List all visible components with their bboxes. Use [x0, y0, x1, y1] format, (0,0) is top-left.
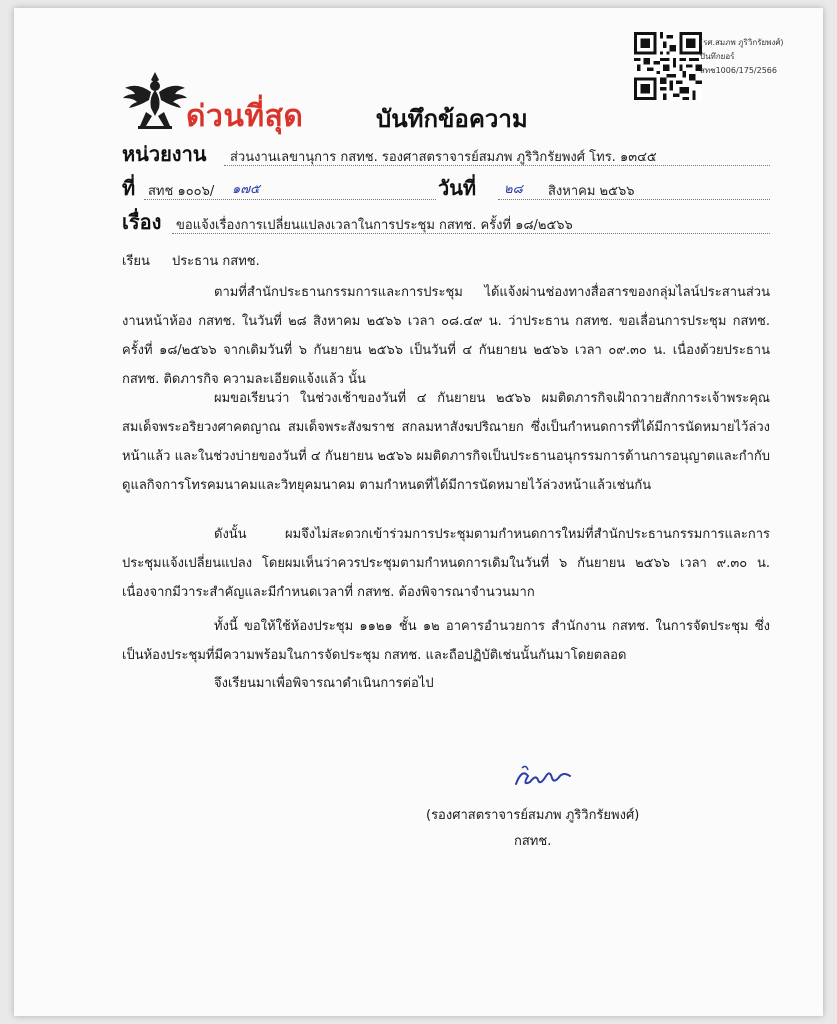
qr-code-icon[interactable]	[634, 32, 702, 100]
signer-name: (รองศาสตราจารย์สมภพ ภูริวิกรัยพงศ์)	[426, 808, 640, 823]
number-value: สทช ๑๐๐๖/	[148, 184, 215, 199]
department-row	[122, 138, 206, 170]
number-row	[122, 172, 135, 204]
number-dotline	[144, 199, 436, 200]
date-label: วันที่	[438, 176, 477, 200]
body-paragraph-1: ตามที่สำนักประธานกรรมการและการประชุม ได้แจ้งผ่านช่องทางสื่อสารของกลุ่มไลน์ประสานส่วนงานหน้าห้อง กสทช. ในวันที่ ๒๘ สิงหาคม ๒๕๖๖ เวลา ๐๘.๔๙ น. ว่าประธาน กสทช. ขอเลื่อนการประชุม กสทช. ครั้งที่ ๑๘/๒๕๖๖ จากเดิมวันที่ ๖ กันยายน ๒๕๖๖ เป็นวันที่ ๔ กันยายน ๒๕๖๖ เวลา ๐๙.๓๐ น. เนื่องด้วยประธาน กสทช. ติดภารกิจ ความละเอียดแจ้งแล้ว นั้น	[122, 285, 770, 387]
stamp-line-1: (รศ.สมภพ ภูริวิกรัยพงศ์)	[700, 38, 784, 47]
date-month-year: สิงหาคม ๒๕๖๖	[548, 184, 635, 199]
date-day: ๒๘	[504, 182, 523, 197]
number-handwritten: ๑๗๕	[232, 182, 260, 197]
department-value: ส่วนงานเลขานุการ กสทช. รองศาสตราจารย์สมภพ ภูริวิกรัยพงศ์ โทร. ๑๓๔๕	[230, 150, 657, 165]
stamp-line-2: บันทึกยอร์	[700, 52, 735, 61]
registration-stamp	[700, 36, 812, 78]
date-dotline	[498, 199, 770, 200]
subject-row	[122, 206, 161, 238]
stamp-line-3: สทช1006/175/2566	[700, 66, 777, 75]
memo-page	[14, 8, 823, 1016]
urgency-label: ด่วนที่สุด	[186, 99, 304, 134]
date-row	[438, 172, 476, 204]
number-label: ที่	[122, 176, 136, 200]
department-dotline	[224, 165, 770, 166]
signature-mark	[512, 760, 576, 794]
salutation	[122, 250, 260, 271]
signer-position: กสทช.	[514, 834, 552, 849]
body-paragraph-4: ทั้งนี้ ขอให้ใช้ห้องประชุม ๑๑๒๑ ชั้น ๑๒ อาคารอำนวยการ สำนักงาน กสทช. ในการจัดประชุม ซึ่งเป็นห้องประชุมที่มีความพร้อมในการจัดประชุม กสทช. และถือปฏิบัติเช่นนั้นกันมาโดยตลอด	[122, 619, 770, 663]
body-paragraph-3: ดังนั้น ผมจึงไม่สะดวกเข้าร่วมการประชุมตามกำหนดการใหม่ที่สำนักประธานกรรมการและการประชุมแจ้งเปลี่ยนแปลง โดยผมเห็นว่าควรประชุมตามกำหนดการเดิมในวันที่ ๖ กันยายน ๒๕๖๖ เวลา ๙.๓๐ น. เนื่องจากมีวาระสำคัญและมีกำหนดเวลาที่ กสทช. ต้องพิจารณาจำนวนมาก	[122, 527, 770, 600]
department-label: หน่วยงาน	[122, 142, 207, 166]
closing-line: จึงเรียนมาเพื่อพิจารณาดำเนินการต่อไป	[214, 676, 434, 691]
subject-dotline	[172, 233, 770, 234]
subject-label: เรื่อง	[122, 210, 162, 234]
subject-value: ขอแจ้งเรื่องการเปลี่ยนแปลงเวลาในการประชุม กสทช. ครั้งที่ ๑๘/๒๕๖๖	[176, 218, 573, 233]
document-title: บันทึกข้อความ	[376, 105, 528, 133]
body-paragraph-2: ผมขอเรียนว่า ในช่วงเช้าของวันที่ ๔ กันยายน ๒๕๖๖ ผมติดภารกิจเฝ้าถวายสักการะเจ้าพระคุณ สมเด็จพระอริยวงศาคตญาณ สมเด็จพระสังฆราช สกลมหาสังฆปริณายก ซึ่งเป็นกำหนดการที่ได้มีการนัดหมายไว้ล่วงหน้าแล้ว และในช่วงบ่ายของวันที่ ๔ กันยายน ๒๕๖๖ ผมติดภารกิจเป็นประธานอนุกรรมการด้านการอนุญาตและกำกับดูแลกิจการโทรคมนาคมและวิทยุคมนาคม ตามกำหนดที่ได้มีการนัดหมายไว้ล่วงหน้าแล้วเช่นกัน	[122, 391, 770, 493]
garuda-emblem-icon	[122, 68, 188, 132]
salutation-recipient: ประธาน กสทช.	[171, 254, 260, 269]
salutation-label: เรียน	[122, 254, 150, 269]
